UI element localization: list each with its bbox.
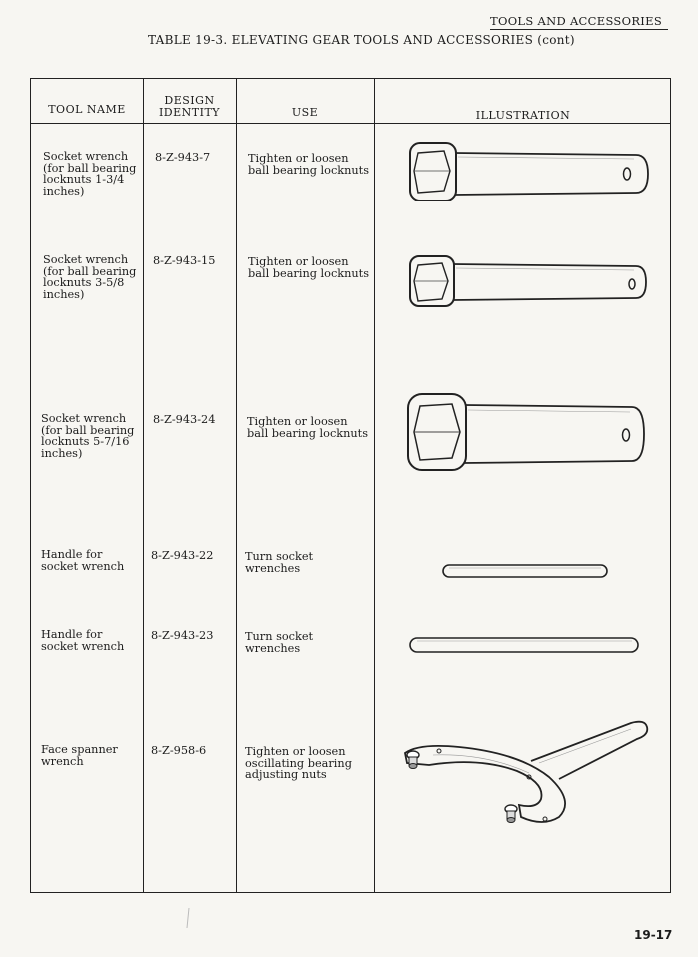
tool-name-line: Face spanner (41, 743, 118, 756)
tool-name-line: locknuts 3-5/8 (43, 276, 125, 289)
tool-name-line: inches) (43, 287, 85, 301)
table-row-5-tool-name (41, 629, 124, 652)
tool-name-line: Socket wrench (43, 150, 129, 163)
page-number: 19-17 (634, 928, 673, 942)
tool-name-line: (for ball bearing (41, 423, 135, 437)
use-line: wrenches (245, 561, 301, 575)
use-line: Tighten or loosen (245, 745, 346, 758)
tool-name-line: locknuts 5-7/16 (41, 435, 130, 448)
table-row-1-tool-name (43, 151, 136, 197)
use-line: ball bearing locknuts (248, 163, 370, 177)
tool-name-line: Handle for (41, 628, 103, 641)
table-title: TABLE 19-3. ELEVATING GEAR TOOLS AND ACCESSORIES (cont) (148, 33, 575, 47)
tool-name-line: inches) (43, 184, 85, 198)
use-line: Turn socket (245, 630, 314, 643)
column-divider (236, 79, 237, 892)
use-line: oscillating bearing (245, 756, 352, 770)
tool-name-line: socket wrench (41, 559, 125, 573)
header-use: USE (291, 106, 319, 119)
table-row-2-identity: 8-Z-943-15 (153, 254, 216, 267)
face-spanner-wrench-illustration (399, 717, 655, 829)
use-line: Tighten or loosen (248, 255, 349, 268)
use-line: ball bearing locknuts (247, 426, 369, 440)
socket-wrench-small-illustration (406, 141, 656, 201)
use-line: Tighten or loosen (247, 415, 348, 428)
table-row-1-identity: 8-Z-943-7 (155, 151, 211, 164)
tool-name-line: Handle for (41, 548, 103, 561)
table-row-1-use (248, 153, 369, 176)
header-divider (31, 123, 670, 124)
header-design-identity-line-1: DESIGN (164, 94, 215, 107)
running-head: TOOLS AND ACCESSORIES (490, 14, 668, 30)
socket-wrench-medium-illustration (406, 254, 656, 308)
use-line: Tighten or loosen (248, 152, 349, 165)
table-row-6-use (245, 746, 352, 781)
table-row-3-identity: 8-Z-943-24 (153, 413, 216, 426)
table-row-5-use (245, 631, 313, 654)
tool-name-line: (for ball bearing (43, 264, 137, 278)
pencil-mark (186, 908, 190, 928)
column-divider (374, 79, 375, 892)
socket-wrench-large-illustration (404, 392, 654, 472)
handle-long-illustration (408, 636, 642, 654)
table-row-3-tool-name (41, 413, 134, 459)
tool-name-line: Socket wrench (41, 412, 127, 425)
table-row-5-identity: 8-Z-943-23 (151, 629, 214, 642)
table-row-4-tool-name (41, 549, 124, 572)
use-line: adjusting nuts (245, 768, 327, 781)
use-line: Turn socket (245, 550, 314, 563)
table-row-4-use (245, 551, 313, 574)
tool-name-line: (for ball bearing (43, 161, 137, 175)
table-row-4-identity: 8-Z-943-22 (151, 549, 214, 562)
handle-short-illustration (441, 563, 611, 579)
tool-name-line: Socket wrench (43, 253, 129, 266)
tools-table (30, 78, 671, 893)
table-row-2-use (248, 256, 369, 279)
header-illustration: ILLUSTRATION (475, 109, 571, 122)
use-line: ball bearing locknuts (248, 266, 370, 280)
tool-name-line: inches) (41, 446, 83, 460)
table-row-2-tool-name (43, 254, 136, 300)
table-row-6-tool-name (41, 744, 118, 767)
use-line: wrenches (245, 641, 301, 655)
column-divider (143, 79, 144, 892)
tool-name-line: wrench (41, 754, 84, 768)
header-design-identity-line-2: IDENTITY (158, 106, 221, 119)
header-design-identity (143, 95, 236, 119)
table-row-6-identity: 8-Z-958-6 (151, 744, 207, 757)
tool-name-line: locknuts 1-3/4 (43, 173, 125, 186)
table-row-3-use (247, 416, 368, 439)
header-tool-name: TOOL NAME (48, 103, 126, 116)
tool-name-line: socket wrench (41, 639, 125, 653)
